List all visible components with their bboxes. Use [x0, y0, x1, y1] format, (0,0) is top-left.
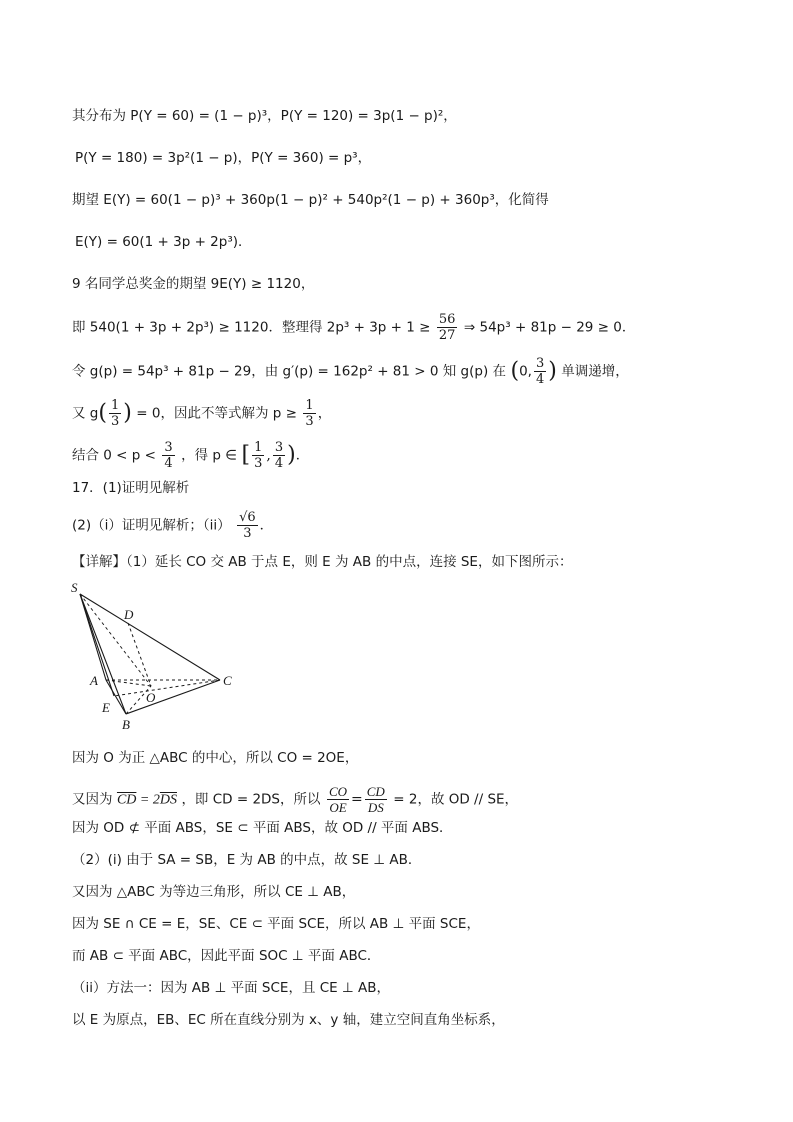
edge-AO	[106, 680, 151, 686]
edge-BC	[126, 680, 220, 714]
line-equilateral: 又因为 △ABC 为等边三角形，所以 CE ⊥ AB，	[72, 884, 356, 900]
line-perpendicular-plane: 因为 SE ∩ CE = E，SE、CE ⊂ 平面 SCE，所以 AB ⊥ 平面 SCE，	[72, 916, 480, 932]
label-D: D	[124, 607, 134, 622]
label-A: A	[90, 673, 98, 688]
line-total-expectation: 9 名同学总奖金的期望 9E(Y) ≥ 1120，	[72, 276, 315, 292]
line-detail-intro: 【详解】（1）延长 CO 交 AB 于点 E，则 E 为 AB 的中点，连接 SE，如下图所示：	[72, 554, 573, 570]
edge-DO	[128, 623, 151, 686]
line-q17-2: (2)（i）证明见解析；（ii） $\frac{√6}{3}$ ．	[72, 510, 274, 541]
line-center: 因为 O 为正 △ABC 的中心，所以 CO = 2OE，	[72, 750, 359, 766]
edge-SC	[80, 594, 220, 680]
line-distribution-1: 其分布为 P(Y = 60) = (1 − p)³，P(Y = 120) = 3p(1 − p)²，	[72, 108, 457, 124]
line-root: 又 g( $\frac{1}{3}$ ) = 0，因此不等式解为 p ≥ $\frac{1}{3}$ ，	[72, 398, 332, 429]
line-plane-soc: 而 AB ⊂ 平面 ABC，因此平面 SOC ⊥ 平面 ABC．	[72, 948, 381, 964]
fraction-CD-DS: $\frac{CD}{DS}$	[366, 784, 385, 815]
edge-CE	[114, 680, 220, 696]
pyramid-figure	[68, 582, 238, 732]
label-O: O	[146, 690, 156, 705]
fraction-56-27: $\frac{56}{27}$	[438, 312, 456, 343]
line-method-one: （ii）方法一：因为 AB ⊥ 平面 SCE，且 CE ⊥ AB，	[72, 980, 391, 996]
fraction-sqrt6-3: $\frac{√6}{3}$	[239, 510, 256, 541]
fraction-1-3: $\frac{1}{3}$	[110, 398, 120, 429]
line-inequality: 即 540(1 + 3p + 2p³) ≥ 1120．整理得 2p³ + 3p + 1 ≥ $\frac{56}{27}$ ⇒ 54p³ + 81p − 29 ≥ 0．	[72, 312, 636, 343]
line-coordinate-system: 以 E 为原点，EB、EC 所在直线分别为 x、y 轴，建立空间直角坐标系，	[72, 1012, 505, 1028]
line-distribution-2: P(Y = 180) = 3p²(1 − p)，P(Y = 360) = p³，	[75, 150, 372, 166]
line-part2-i: （2）(i) 由于 SA = SB，E 为 AB 的中点，故 SE ⊥ AB．	[72, 852, 422, 868]
line-parallel-proof: 又因为 $\overline{CD} = 2\overline{DS}$ ，即 CD = 2DS，所以 $\frac{CO}{OE}$ = $\frac{CD}{DS}$ = 2，故 OD // SE，	[72, 784, 519, 815]
label-C: C	[223, 673, 232, 688]
label-S: S	[71, 582, 78, 595]
label-B: B	[122, 717, 130, 732]
fraction-CO-OE: $\frac{CO}{OE}$	[328, 784, 348, 815]
edge-SB	[80, 594, 126, 714]
fraction-1-3-b: $\frac{1}{3}$	[305, 398, 314, 429]
fraction-interval-high: $\frac{3}{4}$	[274, 440, 284, 471]
fraction-3-4: $\frac{3}{4}$	[535, 356, 545, 387]
line-q17-1: 17．(1)证明见解析	[72, 480, 190, 496]
line-simplified: E(Y) = 60(1 + 3p + 2p³)．	[75, 234, 252, 250]
label-E: E	[102, 700, 110, 715]
line-range: 结合 0 < p < $\frac{3}{4}$ ，得 p ∈ [ $\frac{1}{3}$ , $\frac{3}{4}$ )．	[72, 440, 310, 471]
fraction-interval-low: $\frac{1}{3}$	[254, 440, 263, 471]
line-monotonic: 令 g(p) = 54p³ + 81p − 29，由 g′(p) = 162p² + 81 > 0 知 g(p) 在 (0, $\frac{3}{4}$ ) 单调递增，	[72, 356, 629, 387]
line-plane-parallel: 因为 OD ⊄ 平面 ABS，SE ⊂ 平面 ABS，故 OD // 平面 ABS．	[72, 820, 453, 836]
line-expectation: 期望 E(Y) = 60(1 − p)³ + 360p(1 − p)² + 540p²(1 − p) + 360p³，化简得	[72, 192, 549, 208]
fraction-3-4-b: $\frac{3}{4}$	[164, 440, 173, 471]
